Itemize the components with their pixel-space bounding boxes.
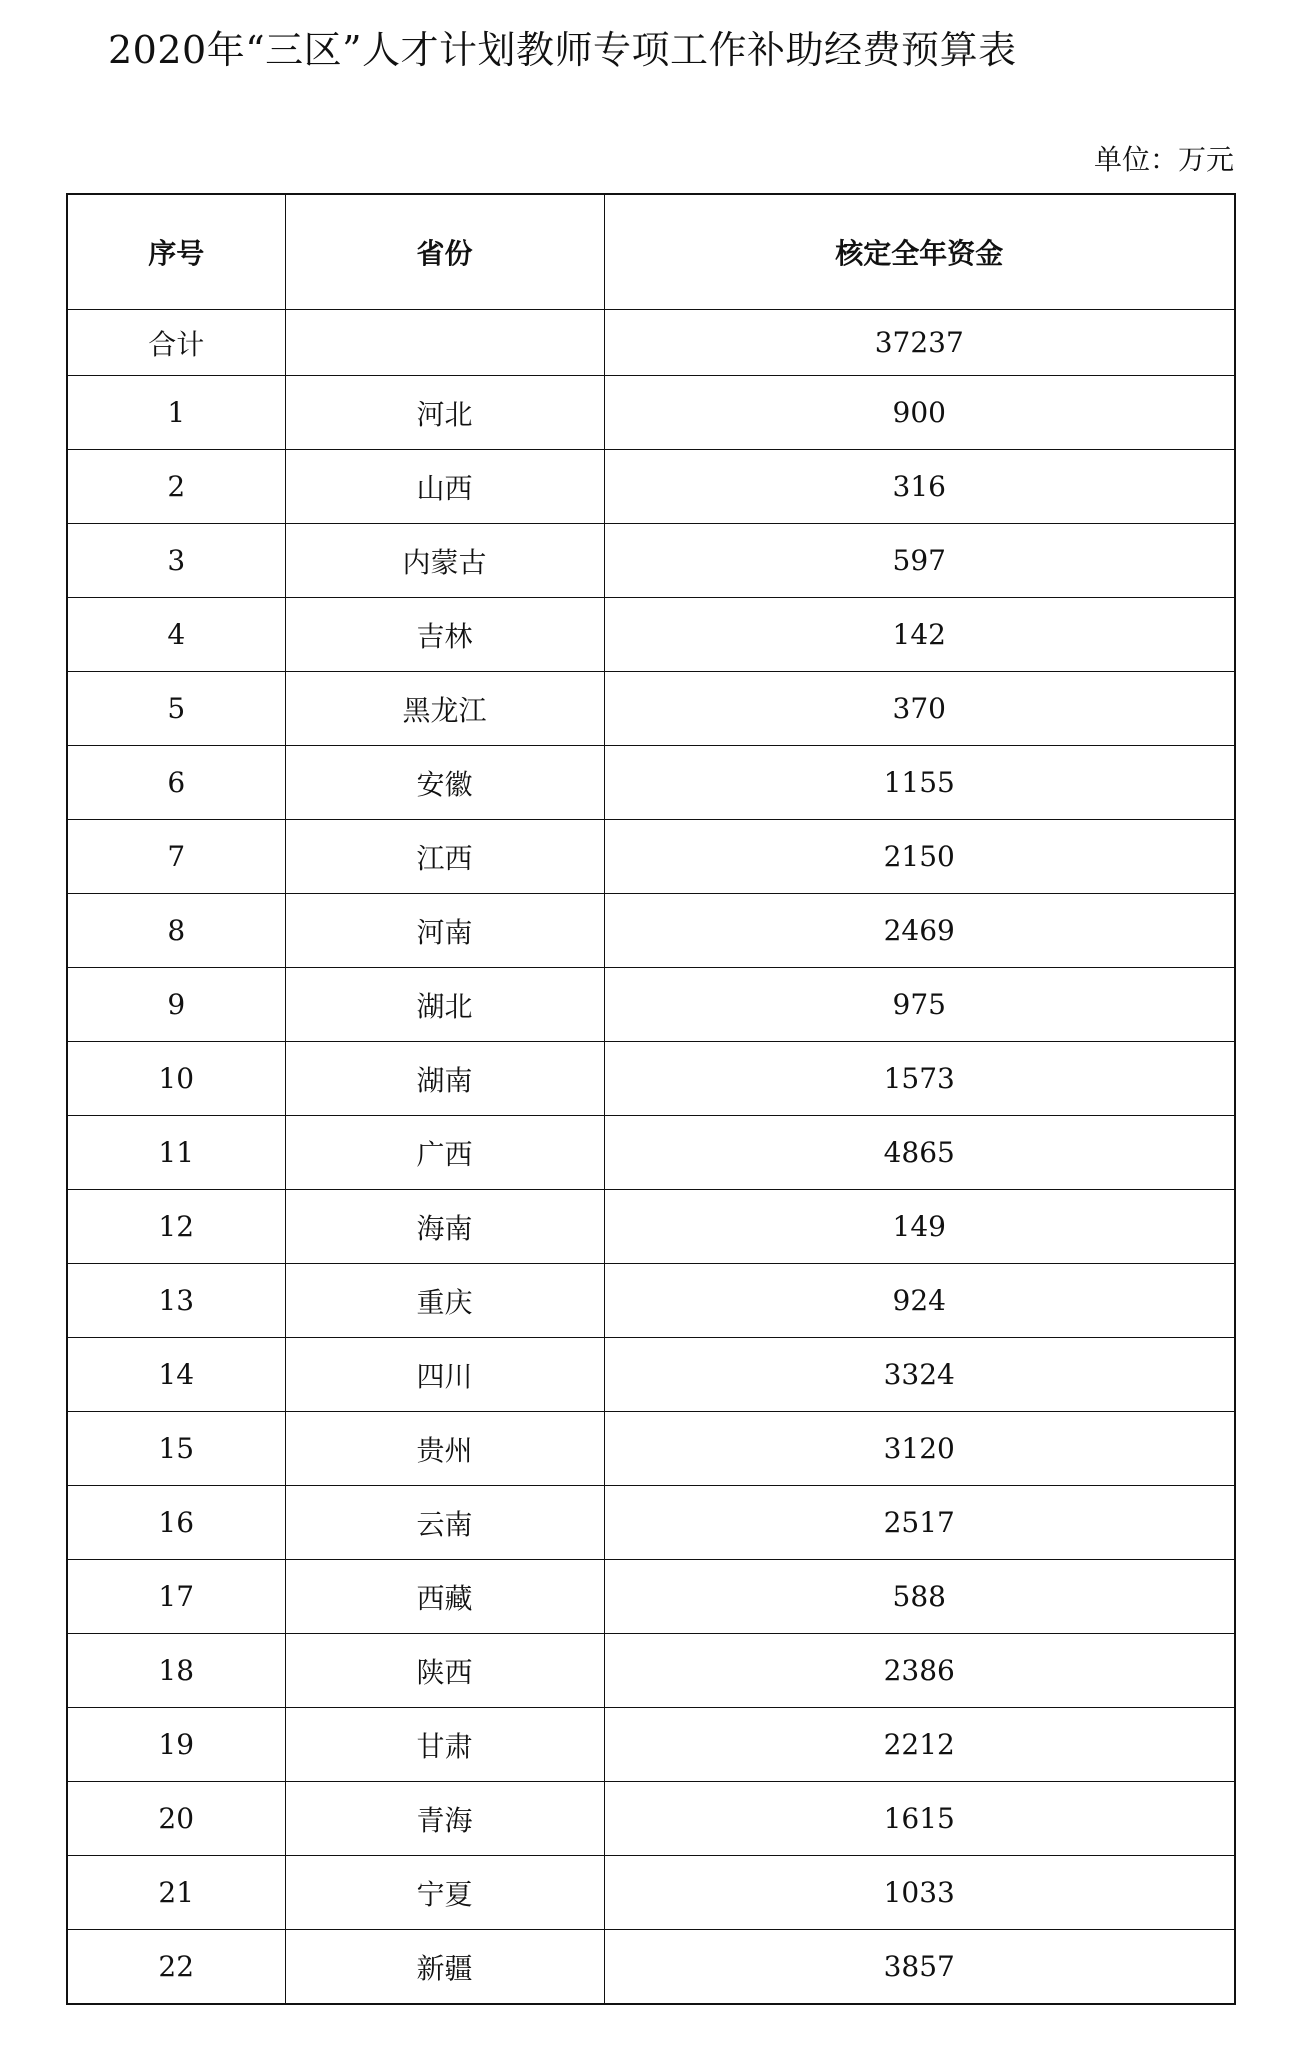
header-province: 省份 (285, 194, 604, 310)
row-serial-number: 13 (67, 1264, 285, 1338)
row-serial-number: 6 (67, 746, 285, 820)
row-amount: 597 (604, 524, 1235, 598)
table-row (67, 1560, 1235, 1634)
row-province: 青海 (285, 1782, 604, 1856)
total-label: 合计 (67, 310, 285, 376)
table-row (67, 968, 1235, 1042)
budget-table (66, 193, 1236, 2005)
table-header (67, 194, 1235, 310)
table-row (67, 1634, 1235, 1708)
row-serial-number: 12 (67, 1190, 285, 1264)
total-row (67, 310, 1235, 376)
table-row (67, 1116, 1235, 1190)
row-serial-number: 20 (67, 1782, 285, 1856)
row-province: 广西 (285, 1116, 604, 1190)
row-amount: 2469 (604, 894, 1235, 968)
row-province: 内蒙古 (285, 524, 604, 598)
row-serial-number: 2 (67, 450, 285, 524)
table-row (67, 1338, 1235, 1412)
row-serial-number: 17 (67, 1560, 285, 1634)
row-province: 湖北 (285, 968, 604, 1042)
row-amount: 4865 (604, 1116, 1235, 1190)
row-amount: 2212 (604, 1708, 1235, 1782)
total-province (285, 310, 604, 376)
table-row (67, 598, 1235, 672)
row-province: 吉林 (285, 598, 604, 672)
row-serial-number: 14 (67, 1338, 285, 1412)
row-serial-number: 18 (67, 1634, 285, 1708)
header-serial-number: 序号 (67, 194, 285, 310)
row-serial-number: 11 (67, 1116, 285, 1190)
row-serial-number: 19 (67, 1708, 285, 1782)
row-province: 河北 (285, 376, 604, 450)
row-province: 陕西 (285, 1634, 604, 1708)
table-row (67, 1782, 1235, 1856)
table-row (67, 376, 1235, 450)
row-serial-number: 15 (67, 1412, 285, 1486)
row-province: 宁夏 (285, 1856, 604, 1930)
document-title: 2020年“三区”人才计划教师专项工作补助经费预算表 (108, 28, 1017, 72)
row-province: 甘肃 (285, 1708, 604, 1782)
row-serial-number: 1 (67, 376, 285, 450)
row-amount: 1155 (604, 746, 1235, 820)
row-amount: 924 (604, 1264, 1235, 1338)
table-row (67, 1190, 1235, 1264)
table-row (67, 450, 1235, 524)
row-serial-number: 16 (67, 1486, 285, 1560)
row-province: 四川 (285, 1338, 604, 1412)
table-row (67, 820, 1235, 894)
row-amount: 142 (604, 598, 1235, 672)
row-serial-number: 22 (67, 1930, 285, 2005)
row-province: 新疆 (285, 1930, 604, 2005)
row-province: 江西 (285, 820, 604, 894)
row-province: 安徽 (285, 746, 604, 820)
table-body (67, 310, 1235, 2005)
row-amount: 370 (604, 672, 1235, 746)
row-amount: 1033 (604, 1856, 1235, 1930)
row-serial-number: 7 (67, 820, 285, 894)
table-row (67, 672, 1235, 746)
row-serial-number: 9 (67, 968, 285, 1042)
table-row (67, 1930, 1235, 2005)
row-province: 山西 (285, 450, 604, 524)
row-serial-number: 4 (67, 598, 285, 672)
header-row (67, 194, 1235, 310)
row-serial-number: 8 (67, 894, 285, 968)
table-row (67, 1708, 1235, 1782)
row-amount: 1615 (604, 1782, 1235, 1856)
row-amount: 3324 (604, 1338, 1235, 1412)
table-row (67, 524, 1235, 598)
row-amount: 3857 (604, 1930, 1235, 2005)
row-province: 黑龙江 (285, 672, 604, 746)
row-amount: 149 (604, 1190, 1235, 1264)
row-amount: 2386 (604, 1634, 1235, 1708)
row-serial-number: 21 (67, 1856, 285, 1930)
row-amount: 1573 (604, 1042, 1235, 1116)
table-row (67, 1264, 1235, 1338)
row-province: 湖南 (285, 1042, 604, 1116)
row-amount: 316 (604, 450, 1235, 524)
table-row (67, 746, 1235, 820)
unit-label: 单位：万元 (1093, 143, 1234, 176)
row-serial-number: 10 (67, 1042, 285, 1116)
row-amount: 2150 (604, 820, 1235, 894)
row-province: 重庆 (285, 1264, 604, 1338)
row-province: 西藏 (285, 1560, 604, 1634)
total-amount: 37237 (604, 310, 1235, 376)
row-province: 云南 (285, 1486, 604, 1560)
row-province: 河南 (285, 894, 604, 968)
row-province: 海南 (285, 1190, 604, 1264)
table-row (67, 894, 1235, 968)
table-row (67, 1856, 1235, 1930)
table-row (67, 1042, 1235, 1116)
row-serial-number: 5 (67, 672, 285, 746)
row-amount: 975 (604, 968, 1235, 1042)
row-amount: 900 (604, 376, 1235, 450)
table-row (67, 1412, 1235, 1486)
row-amount: 588 (604, 1560, 1235, 1634)
row-serial-number: 3 (67, 524, 285, 598)
table-row (67, 1486, 1235, 1560)
header-annual-funding: 核定全年资金 (604, 194, 1235, 310)
row-amount: 2517 (604, 1486, 1235, 1560)
row-amount: 3120 (604, 1412, 1235, 1486)
row-province: 贵州 (285, 1412, 604, 1486)
